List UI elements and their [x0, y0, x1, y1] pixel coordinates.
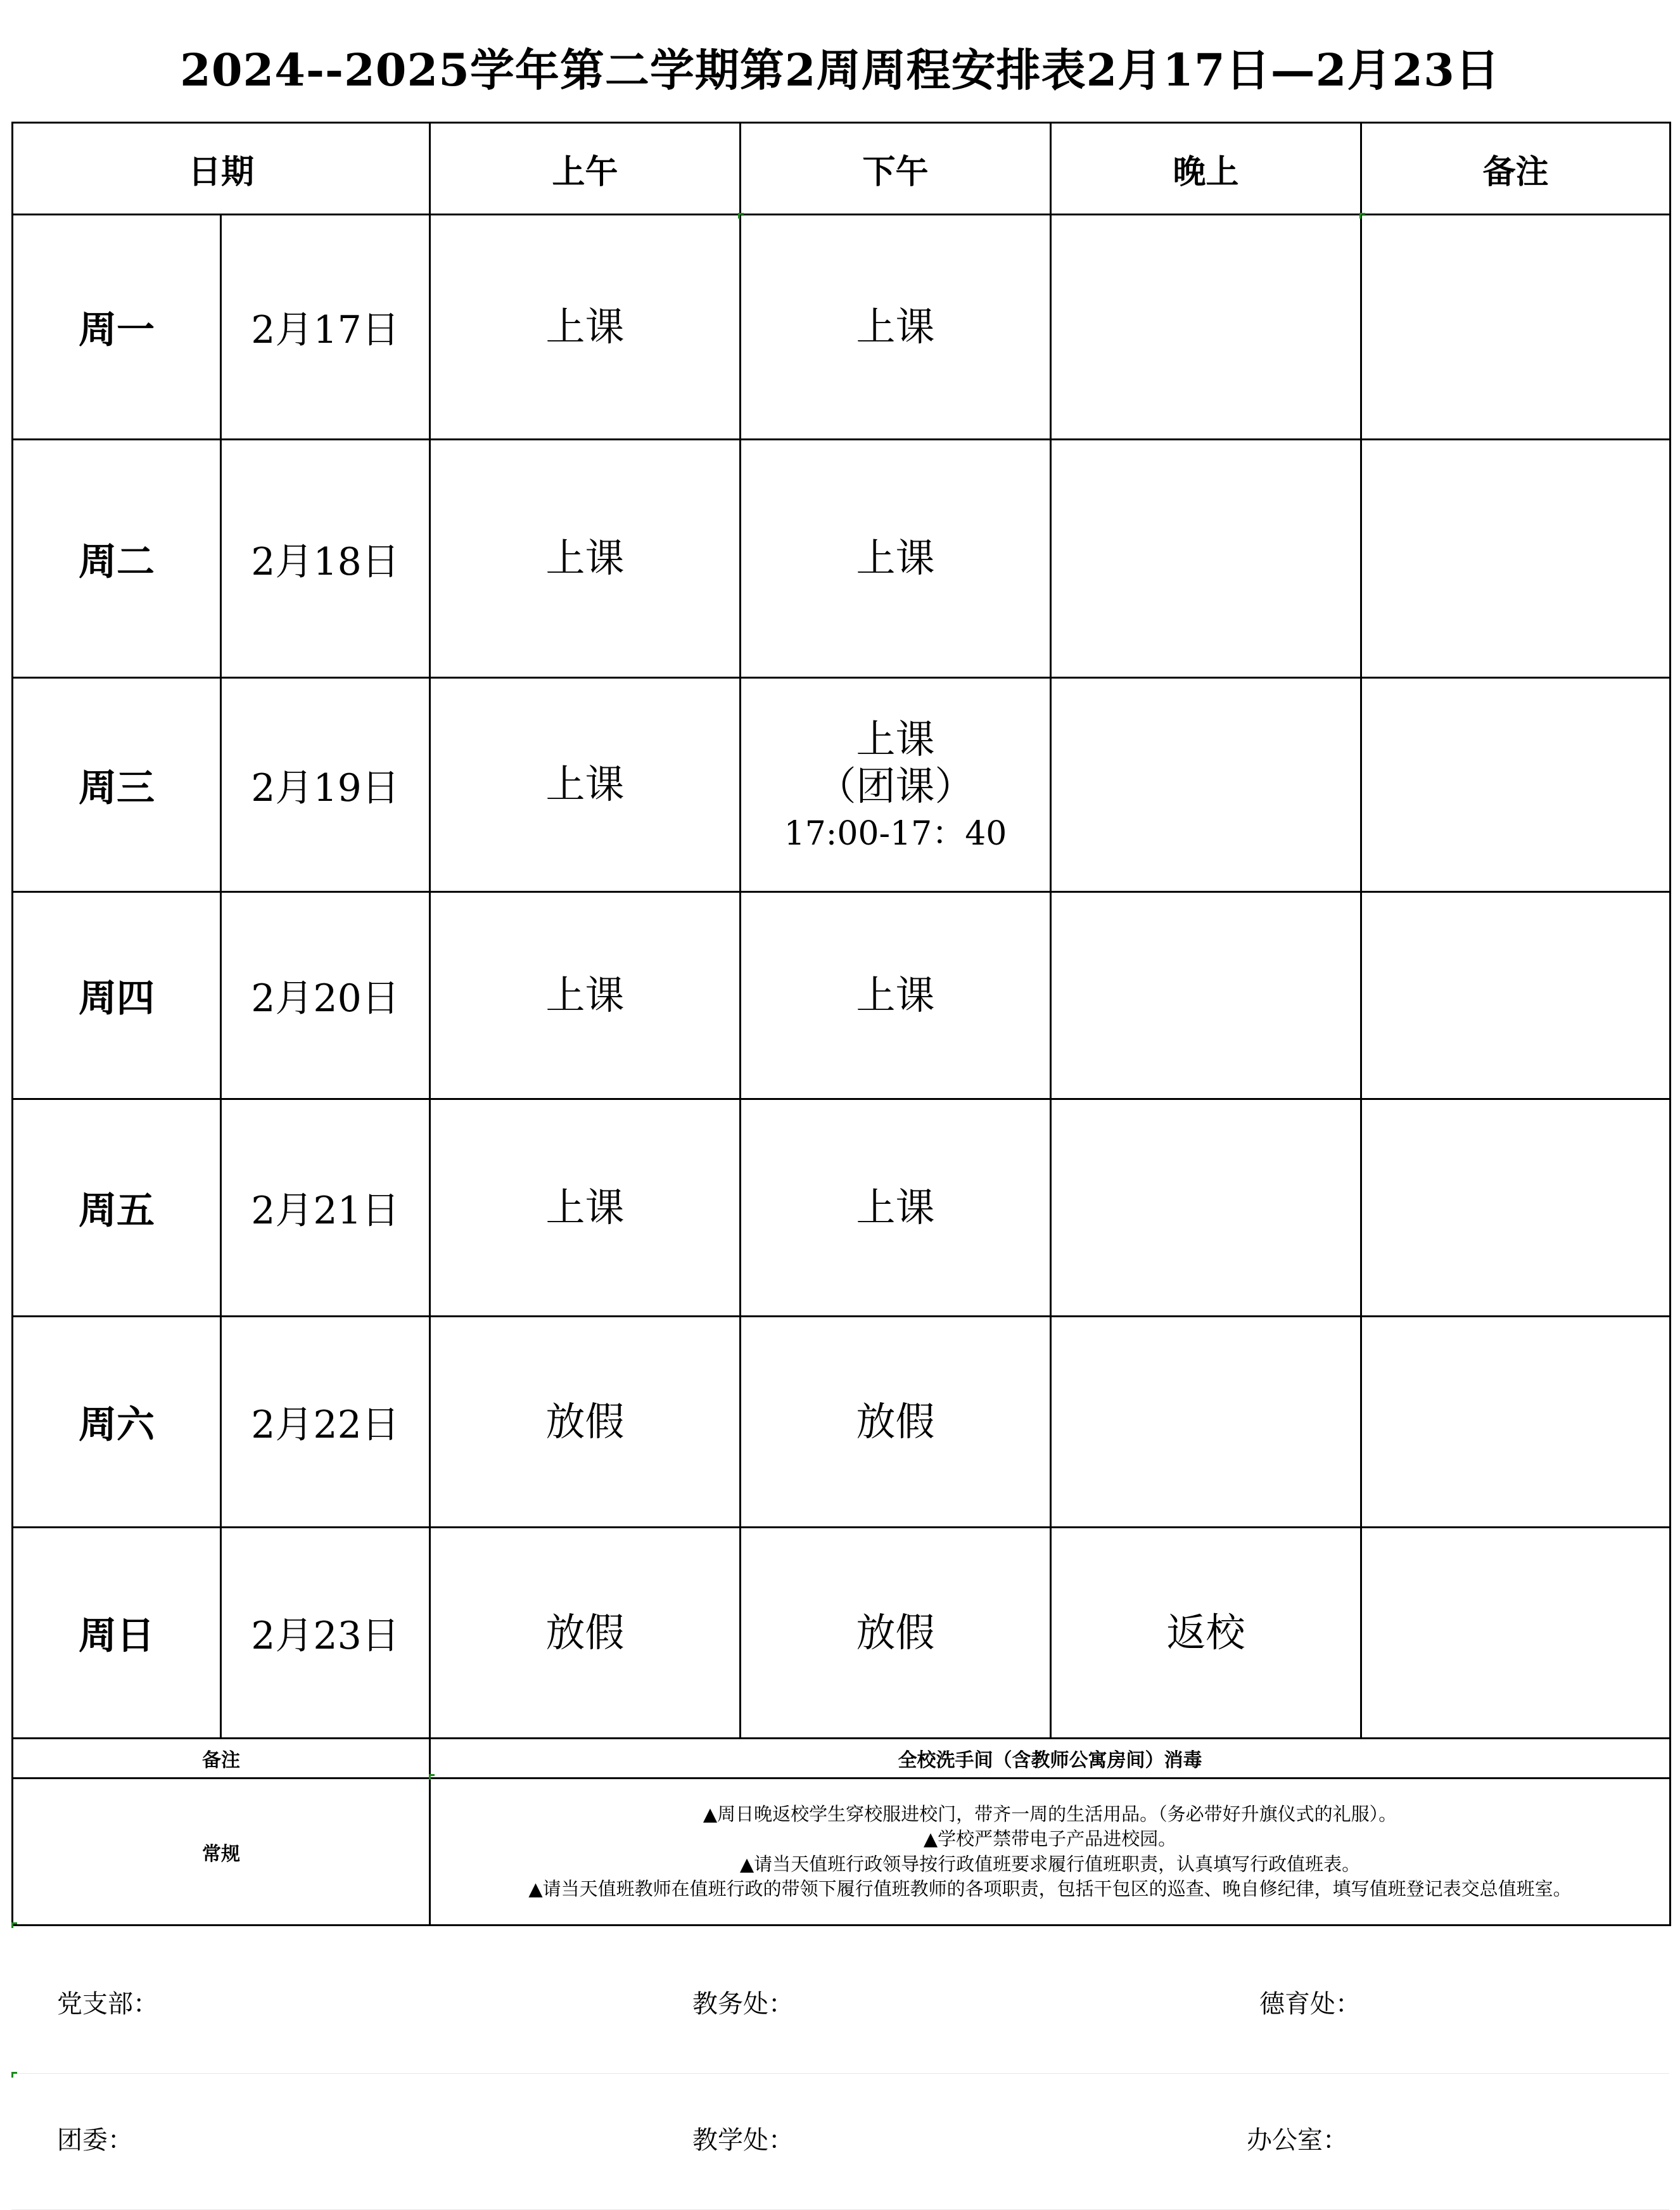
- afternoon-main-text: 上课: [856, 715, 935, 762]
- rule-item: ▲学校严禁带电子产品进校园。: [923, 1828, 1177, 1850]
- notes-label: 备注: [13, 1739, 430, 1779]
- cell-marker: [11, 1922, 17, 1928]
- table-row: [13, 678, 1670, 892]
- remarks-cell: [1361, 440, 1670, 678]
- rules-row: [13, 1779, 1670, 1926]
- cell-marker: [738, 213, 744, 219]
- header-date: 日期: [13, 123, 430, 215]
- day-cell: 周六: [13, 1317, 221, 1528]
- cell-marker: [429, 1774, 435, 1780]
- schedule-table: [11, 122, 1671, 1926]
- afternoon-cell: 放假: [741, 1528, 1051, 1739]
- table-row: [13, 892, 1670, 1099]
- date-cell: 2月20日: [221, 892, 430, 1099]
- signature-general-office: 办公室：: [1247, 2126, 1348, 2155]
- table-row: [13, 215, 1670, 440]
- rule-item: ▲请当天值班教师在值班行政的带领下履行值班教师的各项职责，包括干包区的巡查、晚自修纪律，填写值班登记表交总值班室。: [528, 1877, 1572, 1900]
- cell-marker: [11, 2072, 17, 2078]
- evening-cell: [1051, 215, 1361, 440]
- remarks-cell: [1361, 1317, 1670, 1528]
- morning-cell: 上课: [430, 1099, 741, 1317]
- day-cell: 周三: [13, 678, 221, 892]
- rule-item: ▲周日晚返校学生穿校服进校门，带齐一周的生活用品。（务必带好升旗仪式的礼服）。: [703, 1803, 1397, 1825]
- morning-cell: 上课: [430, 215, 741, 440]
- afternoon-time-text: 17:00-17：40: [784, 814, 1007, 853]
- cell-marker: [1359, 213, 1365, 219]
- evening-cell: [1051, 1317, 1361, 1528]
- notes-text: 全校洗手间（含教师公寓房间）消毒: [430, 1739, 1670, 1779]
- date-cell: 2月17日: [221, 215, 430, 440]
- signature-row-2: [11, 2067, 1669, 2210]
- morning-cell: 上课: [430, 892, 741, 1099]
- date-cell: 2月21日: [221, 1099, 430, 1317]
- day-cell: 周二: [13, 440, 221, 678]
- evening-cell: [1051, 1099, 1361, 1317]
- rules-list: [430, 1779, 1670, 1926]
- date-cell: 2月22日: [221, 1317, 430, 1528]
- signature-academic-affairs: 教务处：: [692, 1990, 794, 2019]
- signature-moral-education: 德育处：: [1259, 1990, 1361, 2019]
- morning-cell: 上课: [430, 440, 741, 678]
- page-title: 2024--2025学年第二学期第2周周程安排表2月17日—2月23日: [180, 43, 1500, 96]
- table-row: [13, 440, 1670, 678]
- date-cell: 2月23日: [221, 1528, 430, 1739]
- rule-item: ▲请当天值班行政领导按行政值班要求履行值班职责，认真填写行政值班表。: [739, 1853, 1361, 1875]
- remarks-cell: [1361, 1528, 1670, 1739]
- morning-cell: 上课: [430, 678, 741, 892]
- day-cell: 周一: [13, 215, 221, 440]
- day-cell: 周日: [13, 1528, 221, 1739]
- signature-row-1: [11, 1931, 1669, 2074]
- table-row: [13, 1317, 1670, 1528]
- evening-cell: [1051, 440, 1361, 678]
- signature-party-branch: 党支部：: [57, 1990, 158, 2019]
- afternoon-cell: 上课: [741, 1099, 1051, 1317]
- afternoon-cell: 上课: [741, 215, 1051, 440]
- notes-row: [13, 1739, 1670, 1779]
- afternoon-cell: 放假: [741, 1317, 1051, 1528]
- header-morning: 上午: [430, 123, 741, 215]
- day-cell: 周五: [13, 1099, 221, 1317]
- remarks-cell: [1361, 215, 1670, 440]
- afternoon-cell: 上课: [741, 440, 1051, 678]
- afternoon-cell: [741, 678, 1051, 892]
- table-row: [13, 1099, 1670, 1317]
- morning-cell: 放假: [430, 1317, 741, 1528]
- header-row: [13, 123, 1670, 215]
- table-row: [13, 1528, 1670, 1739]
- remarks-cell: [1361, 892, 1670, 1099]
- header-evening: 晚上: [1051, 123, 1361, 215]
- header-afternoon: 下午: [741, 123, 1051, 215]
- evening-cell: [1051, 678, 1361, 892]
- evening-cell: 返校: [1051, 1528, 1361, 1739]
- evening-cell: [1051, 892, 1361, 1099]
- rules-label: 常规: [13, 1779, 430, 1926]
- afternoon-sub-text: （团课）: [817, 763, 974, 810]
- date-cell: 2月19日: [221, 678, 430, 892]
- afternoon-cell: 上课: [741, 892, 1051, 1099]
- header-remarks: 备注: [1361, 123, 1670, 215]
- signature-teaching-office: 教学处：: [692, 2126, 794, 2155]
- day-cell: 周四: [13, 892, 221, 1099]
- remarks-cell: [1361, 678, 1670, 892]
- remarks-cell: [1361, 1099, 1670, 1317]
- date-cell: 2月18日: [221, 440, 430, 678]
- morning-cell: 放假: [430, 1528, 741, 1739]
- signature-youth-league: 团委：: [57, 2126, 133, 2155]
